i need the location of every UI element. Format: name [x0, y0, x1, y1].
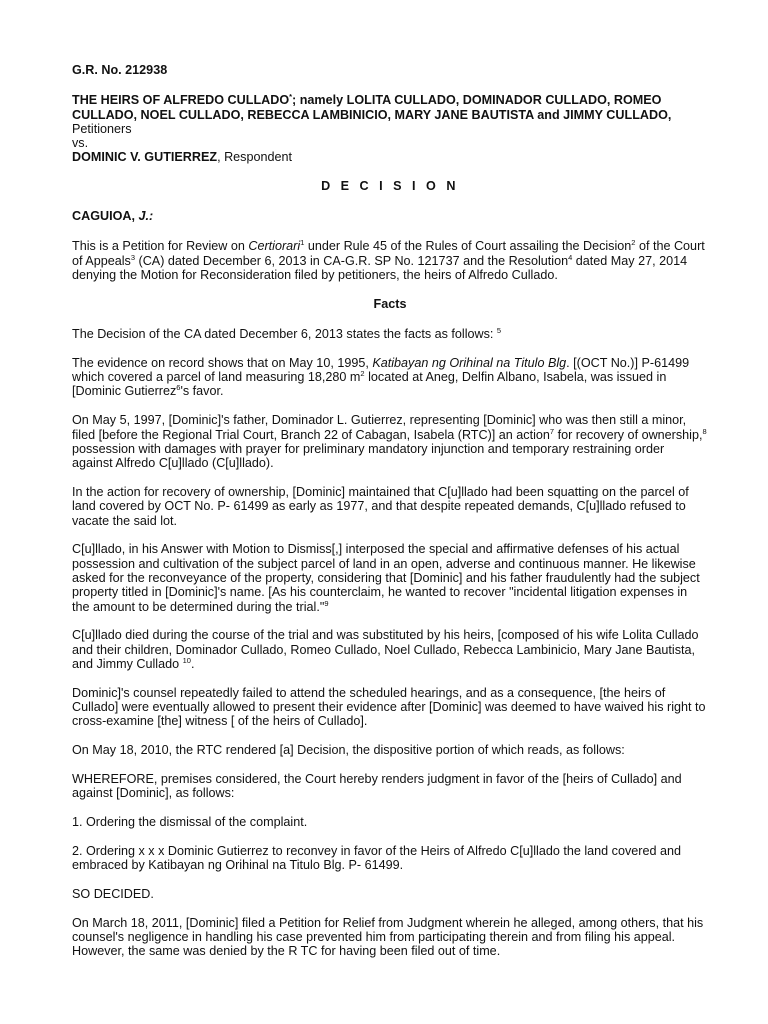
ponente: CAGUIOA, J.:	[72, 209, 154, 224]
paragraph: On May 5, 1997, [Dominic]'s father, Dominador L. Gutierrez, representing [Dominic] who was then still a minor, filed [before the Regional Trial Court, Branch 22 of Cabagan, Isabela (RTC)] an action$^7$ for recovery of ownership,$^8$ possession with damages with prayer for preliminary mandatory injunction and temporary restraining order against Alfredo C[u]llado (C[u]llado).	[72, 413, 707, 471]
petitioners-caption: THE HEIRS OF ALFREDO CULLADO*; namely LOLITA CULLADO, DOMINADOR CULLADO, ROMEO CULLADO, NOEL CULLADO, REBECCA LAMBINICIO, MARY JANE BAUTISTA and JIMMY CULLADO, Petitioners	[72, 92, 672, 136]
footnote-ref: 10	[182, 655, 191, 665]
footnote-ref: 4	[568, 252, 573, 262]
superscript-square: 2	[360, 369, 365, 379]
footnote-ref: 7	[549, 426, 555, 436]
paragraph: WHEREFORE, premises considered, the Court hereby renders judgment in favor of the [heirs of Cullado] and against [Dominic], as follows:	[72, 771, 682, 801]
case-number: G.R. No. 212938	[72, 63, 168, 77]
paragraph: 1. Ordering the dismissal of the complaint.	[72, 814, 308, 829]
paragraph: SO DECIDED.	[72, 886, 154, 901]
footnote-ref: 9	[324, 598, 329, 608]
paragraph-intro: This is a Petition for Review on Certiorari$^1$ under Rule 45 of the Rules of Court assailing the Decision$^2$ of the Court of Appeals$^3$ (CA) dated December 6, 2013 in CA-G.R. SP No. 121737 and the Resolution$^4$ dated May 27, 2014 denying the Motion for Reconsideration filed by petitioners, the heirs of Alfredo Cullado.	[72, 238, 705, 282]
versus-label: vs.	[72, 136, 89, 151]
section-heading-facts: Facts	[373, 296, 407, 311]
footnote-ref: 2	[631, 238, 636, 248]
paragraph: 2. Ordering x x x Dominic Gutierrez to reconvey in favor of the Heirs of Alfredo C[u]llado the land covered and embraced by Katibayan ng Orihinal na Titulo Blg. P- 61499.	[72, 843, 681, 873]
footnote-ref: 6	[176, 383, 181, 393]
footnote-ref: 1	[300, 238, 305, 248]
paragraph: C[u]llado, in his Answer with Motion to Dismiss[,] interposed the special and affirmative defenses of his actual possession and cultivation of the subject parcel of land in an open, adverse and continuous manner. He likewise asked for the reconveyance of the property, considering that [Dominic] and his father fraudulently had the subject property titled in [Dominic]'s name. [As his counterclaim, he wanted to recover "incidental litigation expenses in the amount to be determined during the trial."$^9$	[72, 542, 700, 614]
footnote-ref: *	[289, 92, 293, 102]
paragraph: The evidence on record shows that on May 10, 1995, Katibayan ng Orihinal na Titulo Blg. [(OCT No.)] P-61499 which covered a parcel of land measuring 18,280 $m^2$ located at Aneg, Delfin Albano, Isabela, was issued in [Dominic Gutierrez$^6$'s favor.	[72, 355, 690, 399]
paragraph: Dominic]'s counsel repeatedly failed to attend the scheduled hearings, and as a consequence, [the heirs of Cullado] were eventually allowed to present their evidence after [Dominic] was deemed to have waived his right to cross-examine [the] witness [ of the heirs of Cullado].	[72, 685, 706, 729]
paragraph: On March 18, 2011, [Dominic] filed a Petition for Relief from Judgment wherein he alleged, among others, that his counsel's negligence in handling his case prevented him from participating therein and from filing his appeal. However, the same was denied by the R TC for having been filed out of time.	[72, 915, 704, 959]
decision-title: D E C I S I O N	[321, 178, 459, 193]
paragraph: The Decision of the CA dated December 6, 2013 states the facts as follows: $^5$	[72, 326, 502, 342]
paragraph: In the action for recovery of ownership, [Dominic] maintained that C[u]llado had been squatting on the parcel of land covered by OCT No. P- 61499 as early as 1977, and that despite repeated demands, C[u]llado refused to vacate the said lot.	[72, 484, 689, 528]
footnote-ref: 5	[496, 326, 502, 336]
paragraph: C[u]llado died during the course of the trial and was substituted by his heirs, [composed of his wife Lolita Cullado and their children, Dominador Cullado, Romeo Cullado, Noel Cullado, Rebecca Lambinicio, Mary Jane Bautista, and Jimmy Cullado $^{10}$.	[72, 628, 699, 671]
footnote-ref: 3	[130, 252, 135, 262]
footnote-ref: 8	[702, 426, 707, 436]
respondent-caption: DOMINIC V. GUTIERREZ, Respondent	[72, 150, 292, 165]
paragraph: On May 18, 2010, the RTC rendered [a] Decision, the dispositive portion of which reads, as follows:	[72, 743, 625, 758]
